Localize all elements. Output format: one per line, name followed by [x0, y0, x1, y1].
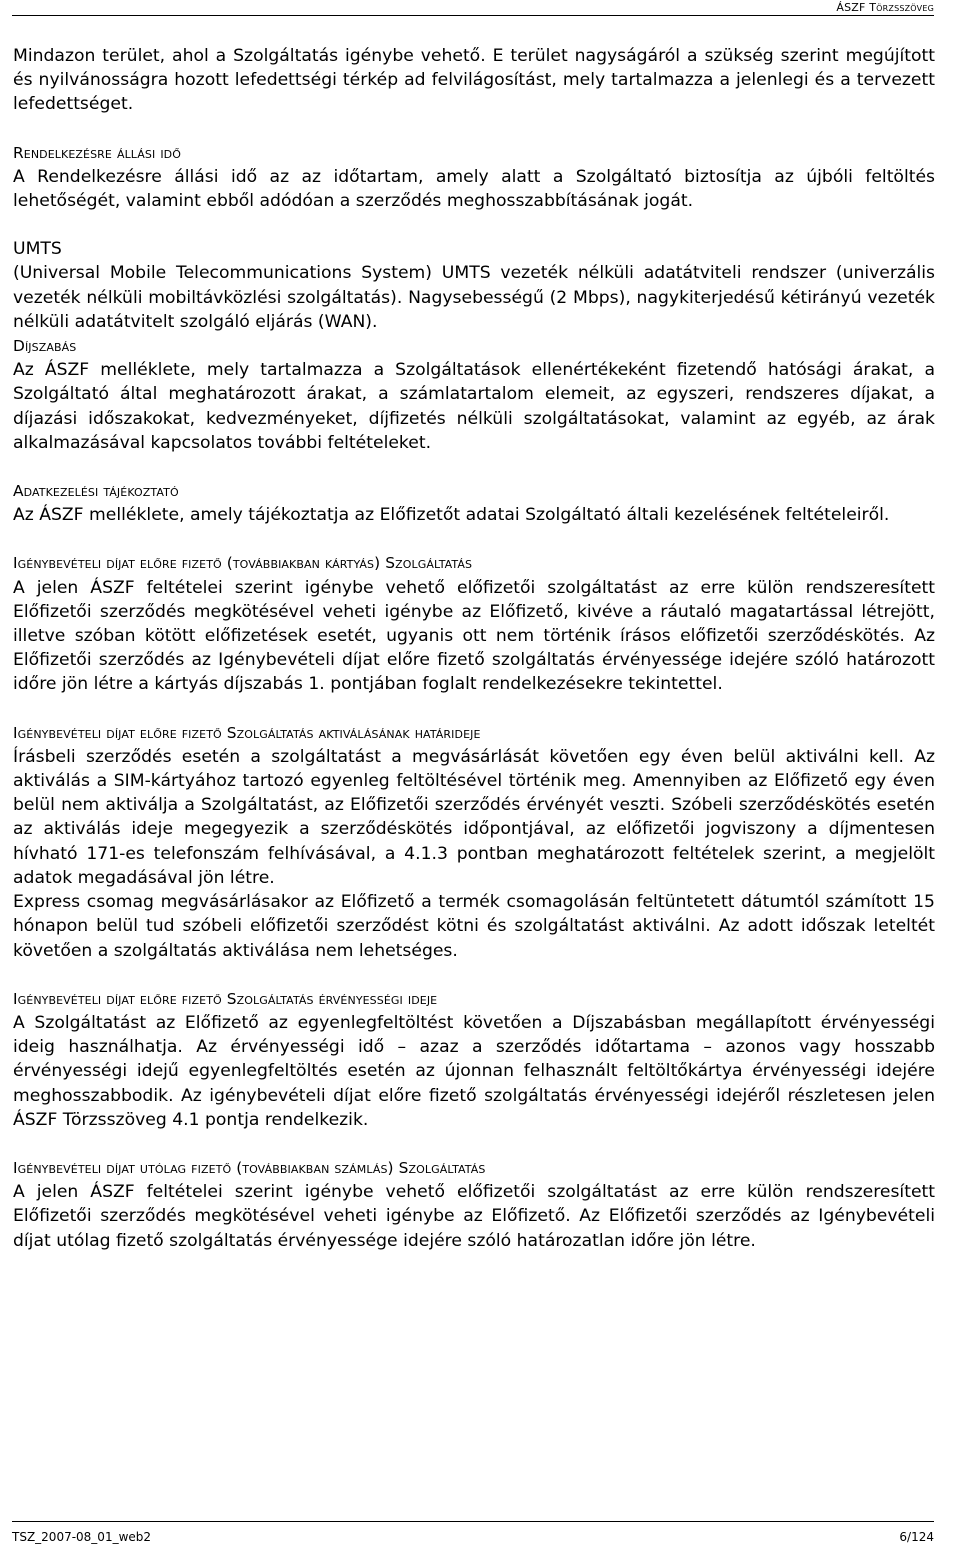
paragraph-rendelkezesre: A Rendelkezésre állási idő az az időtartam, amely alatt a Szolgáltató biztosítja az újbóli feltöltés lehetőségét, valamint ebből adódóan a szerződés meghosszabbításának jogát. [13, 166, 935, 212]
page-footer [12, 1521, 934, 1544]
heading-dijszabas: Díjszabás [13, 337, 77, 356]
paragraph-dijszabas: Az ÁSZF melléklete, mely tartalmazza a Szolgáltatások ellenértékeként fizetendő hatósági árakat, a Szolgáltató által meghatározott árakat, a számlatartalom elemeit, az egyszeri, rendszeres díjakat, a díjazási időszakokat, kedvezményeket, díjfizetés nélküli szolgáltatásokat, valamint az egyéb, az árak alkalmazásával kapcsolatos további feltételeket. [13, 360, 935, 453]
document-body [13, 44, 935, 1253]
paragraph-aktivalas-2: Express csomag megvásárlásakor az Előfizető a termék csomagolásán feltüntetett dátumtól számított 15 hónapon belül tud szóbeli előfizetői szerződést kötni és szolgáltatást aktiválni. Az adott időszak leteltét követően a szolgáltatás aktiválása nem lehetséges. [13, 892, 935, 961]
heading-rendelkezesre: Rendelkezésre állási idő [13, 143, 181, 162]
heading-aktivalas: Igénybevételi díjat előre fizető Szolgáltatás aktiválásának határideje [13, 723, 481, 742]
footer-doc-id: TSZ_2007-08_01_web2 [12, 1530, 152, 1544]
footer-page-number: 6/124 [899, 1530, 934, 1544]
paragraph-umts: (Universal Mobile Telecommunications System) UMTS vezeték nélküli adatátviteli rendszer (univerzális vezeték nélküli mobiltávközlési szolgáltatás). Nagysebességű (2 Mbps), nagykiterjedésű kétirányú vezeték nélküli adatátvitelt szolgáló eljárás (WAN). [13, 263, 935, 332]
paragraph-utolag-fizeto: A jelen ÁSZF feltételei szerint igénybe vehető előfizetői szolgáltatást az erre külön rendszeresített Előfizetői szerződés megkötésével veheti igénybe az Előfizető. Az Előfizetői szerződés az Igénybevételi díjat utólag fizető szolgáltatás érvényessége idejére szóló határozatlan időre jön létre. [13, 1182, 935, 1251]
paragraph-aktivalas-1: Írásbeli szerződés esetén a szolgáltatást a megvásárlását követően egy éven belül aktiválni kell. Az aktiválás a SIM-kártyához tartozó egyenleg feltöltésével történik meg. Amennyiben az Előfizető egy éven belül nem aktiválja a Szolgáltatást, az Előfizetői szerződés érvényét veszti. Szóbeli szerződéskötés esetén az aktiválás ideje megegyezik a szerződéskötés időpontjával, az előfizetői jogviszony a díjmentesen hívható 171-es telefonszám felhívásával, a 4.1.3 pontban meghatározott feltételek szerint, a megjelölt adatok megadásával jön létre. [13, 746, 935, 888]
intro-paragraph: Mindazon terület, ahol a Szolgáltatás igénybe vehető. E terület nagyságáról a szükség szerint megújított és nyilvánosságra hozott lefedettségi térkép ad felvilágosítást, mely tartalmazza a jelenlegi és a tervezett lefedettséget. [13, 46, 935, 115]
paragraph-adatkezelesi: Az ÁSZF melléklete, amely tájékoztatja az Előfizetőt adatai Szolgáltató általi kezelésének feltételeiről. [13, 505, 890, 526]
heading-ervenyessegi: Igénybevételi díjat előre fizető Szolgáltatás érvényességi ideje [13, 989, 438, 1008]
heading-utolag-fizeto: Igénybevételi díjat utólag fizető (továbbiakban számlás) Szolgáltatás [13, 1158, 486, 1177]
paragraph-elore-fizeto: A jelen ÁSZF feltételei szerint igénybe vehető előfizetői szolgáltatást az erre külön rendszeresített Előfizetői szerződés megkötésével veheti igénybe az Előfizető, kivéve a ráutaló magatartással létrejött, illetve szóban kötött előfizetések esetét, ugyanis ott nem történik írásos előfizetői szerződéskötés. Az Előfizetői szerződés az Igénybevételi díjat előre fizető szolgáltatás érvényessége idejére szóló határozott időre jön létre a kártyás díjszabás 1. pontjában foglalt rendelkezésekre tekintettel. [13, 577, 935, 695]
heading-adatkezelesi: Adatkezelési tájékoztató [13, 482, 179, 501]
page-header [12, 0, 934, 16]
heading-elore-fizeto: Igénybevételi díjat előre fizető (továbbiakban kártyás) Szolgáltatás [13, 554, 473, 573]
header-title: ÁSZF Törzsszöveg [836, 1, 934, 14]
paragraph-ervenyessegi: A Szolgáltatást az Előfizető az egyenlegfeltöltést követően a Díjszabásban megállapított érvényességi ideig használhatja. Az érvényességi idő – azaz a szerződés időtartama – azonos vagy hosszabb érvényességi idejű egyenlegfeltöltés esetén az újonnan felhasznált feltöltőkártya érvényességi idejére meghosszabbodik. Az igénybevételi díjat előre fizető szolgáltatás érvényességi idejéről részletesen jelen ÁSZF Törzsszöveg 4.1 pontja rendelkezik. [13, 1012, 935, 1130]
heading-umts: UMTS [13, 239, 62, 260]
